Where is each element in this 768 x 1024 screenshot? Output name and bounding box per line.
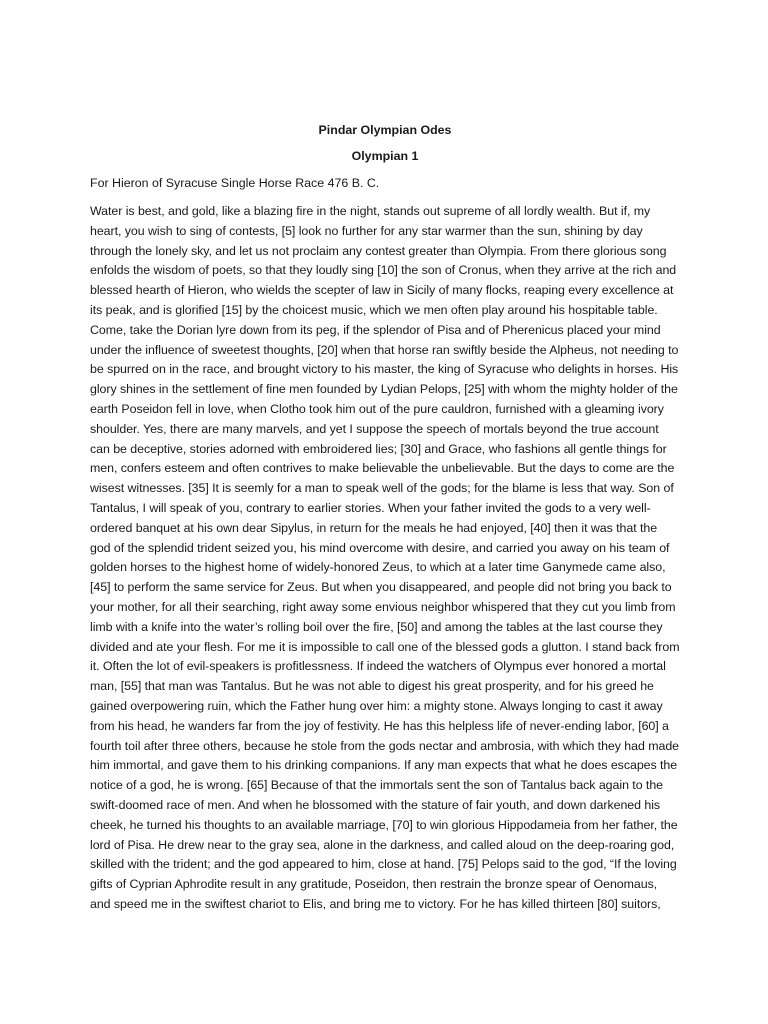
- document-content: [90, 122, 680, 915]
- document-subtitle: Olympian 1: [351, 149, 419, 163]
- document-title: Pindar Olympian Odes: [318, 123, 452, 137]
- dedication-line: For Hieron of Syracuse Single Horse Race 476 B. C.: [90, 176, 380, 190]
- body-paragraph: Water is best, and gold, like a blazing fire in the night, stands out supreme of all lordly wealth. But if, my heart, you wish to sing of contests, [5] look no further for any star warmer than the sun, shining by day through the lonely sky, and let us not proclaim any contest greater than Olympia. From there glorious song enfolds the wisdom of poets, so that they loudly sing [10] the son of Cronus, when they arrive at the rich and blessed hearth of Hieron, who wields the scepter of law in Sicily of many flocks, reaping every excellence at its peak, and is glorified [15] by the choicest music, which we men often play around his hospitable table. Come, take the Dorian lyre down from its peg, if the splendor of Pisa and of Pherenicus placed your mind under the influence of sweetest thoughts, [20] when that horse ran swiftly beside the Alpheus, not needing to be spurred on in the race, and brought victory to his master, the king of Syracuse who delights in horses. His glory shines in the settlement of fine men founded by Lydian Pelops, [25] with whom the mighty holder of the earth Poseidon fell in love, when Clotho took him out of the pure cauldron, furnished with a gleaming ivory shoulder. Yes, there are many marvels, and yet I suppose the speech of mortals beyond the true account can be deceptive, stories adorned with embroidered lies; [30] and Grace, who fashions all gentle things for men, confers esteem and often contrives to make believable the unbelievable. But the days to come are the wisest witnesses. [35] It is seemly for a man to speak well of the gods; for the blame is less that way. Son of Tantalus, I will speak of you, contrary to earlier stories. When your father invited the gods to a very well-ordered banquet at his own dear Sipylus, in return for the meals he had enjoyed, [40] then it was that the god of the splendid trident seized you, his mind overcome with desire, and carried you away on his team of golden horses to the highest home of widely-honored Zeus, to which at a later time Ganymede came also, [45] to perform the same service for Zeus. But when you disappeared, and people did not bring you back to your mother, for all their searching, right away some envious neighbor whispered that they cut you limb from limb with a knife into the water’s rolling boil over the fire, [50] and among the tables at the last course they divided and ate your flesh. For me it is impossible to call one of the blessed gods a glutton. I stand back from it. Often the lot of evil-speakers is profitlessness. If indeed the watchers of Olympus ever honored a mortal man, [55] that man was Tantalus. But he was not able to digest his great prosperity, and for his greed he gained overpowering ruin, which the Father hung over him: a mighty stone. Always longing to cast it away from his head, he wanders far from the joy of festivity. He has this helpless life of never-ending labor, [60] a fourth toil after three others, because he stole from the gods nectar and ambrosia, with which they had made him immortal, and gave them to his drinking companions. If any man expects that what he does escapes the notice of a god, he is wrong. [65] Because of that the immortals sent the son of Tantalus back again to the swift-doomed race of men. And when he blossomed with the stature of fair youth, and down darkened his cheek, he turned his thoughts to an available marriage, [70] to win glorious Hippodameia from her father, the lord of Pisa. He drew near to the gray sea, alone in the darkness, and called aloud on the deep-roaring god, skilled with the trident; and the god appeared to him, close at hand. [75] Pelops said to the god, “If the loving gifts of Cyprian Aphrodite result in any gratitude, Poseidon, then restrain the bronze spear of Oenomaus, and speed me in the swiftest chariot to Elis, and bring me to victory. For he has killed thirteen [80] suitors,: [90, 204, 680, 911]
